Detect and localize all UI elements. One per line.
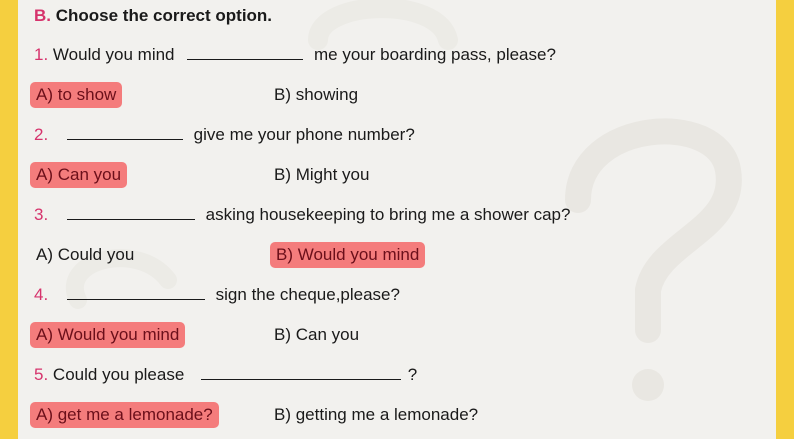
question-3 xyxy=(34,205,570,225)
option-b[interactable]: B) getting me a lemonade? xyxy=(274,405,479,424)
answer-blank xyxy=(67,205,195,220)
question-text-after: ? xyxy=(407,365,418,384)
question-text-before: Would you mind xyxy=(52,45,175,64)
option-b[interactable]: B) showing xyxy=(274,85,359,104)
question-2 xyxy=(34,125,415,145)
question-number: 1. xyxy=(34,45,49,64)
option-b-selected[interactable]: B) Would you mind xyxy=(270,242,425,268)
question-4 xyxy=(34,285,400,305)
question-text-after: asking housekeeping to bring me a shower cap? xyxy=(205,205,571,224)
question-text-after: me your boarding pass, please? xyxy=(313,45,556,64)
question-5 xyxy=(34,365,417,385)
question-text-before: Could you please xyxy=(52,365,185,384)
question-text-after: give me your phone number? xyxy=(193,125,415,144)
answer-blank xyxy=(67,125,183,140)
option-b[interactable]: B) Can you xyxy=(274,325,360,344)
worksheet xyxy=(18,0,776,439)
option-b[interactable]: B) Might you xyxy=(274,165,370,184)
option-a-selected[interactable]: A) to show xyxy=(30,82,122,108)
option-a-selected[interactable]: A) Would you mind xyxy=(30,322,185,348)
answer-blank xyxy=(201,365,401,380)
question-1 xyxy=(34,45,556,65)
answer-blank xyxy=(67,285,205,300)
section-title xyxy=(34,6,272,26)
option-a-selected[interactable]: A) Can you xyxy=(30,162,127,188)
question-number: 5. xyxy=(34,365,49,384)
section-instruction: Choose the correct option. xyxy=(55,6,273,25)
question-text-after: sign the cheque,please? xyxy=(215,285,400,304)
section-letter: B. xyxy=(34,6,51,25)
option-a[interactable]: A) Could you xyxy=(36,245,135,264)
question-number: 2. xyxy=(34,125,49,144)
question-number: 3. xyxy=(34,205,49,224)
question-number: 4. xyxy=(34,285,49,304)
answer-blank xyxy=(187,45,303,60)
option-a-selected[interactable]: A) get me a lemonade? xyxy=(30,402,219,428)
